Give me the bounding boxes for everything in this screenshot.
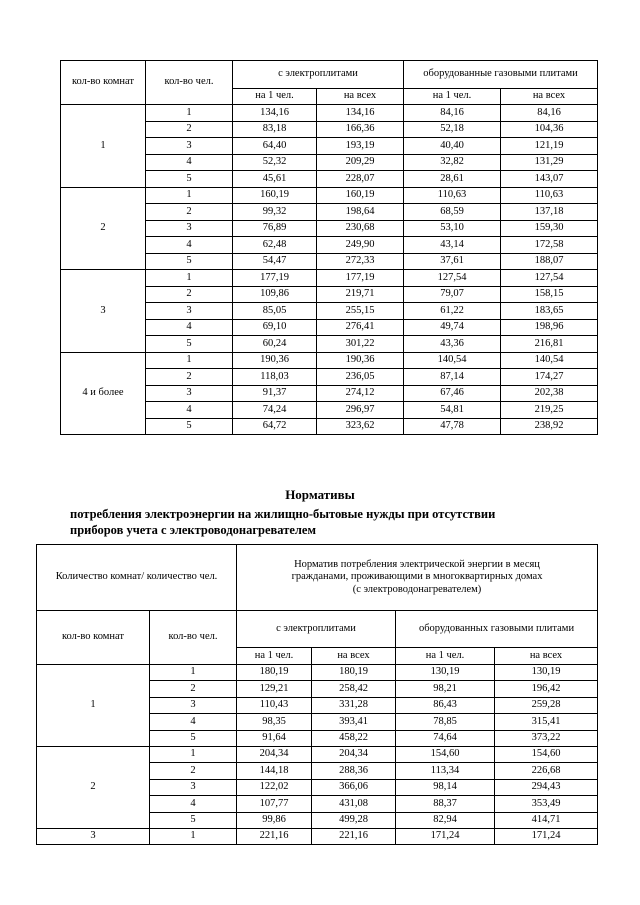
electric-per-person-cell: 177,19 — [233, 270, 317, 287]
persons-cell: 4 — [146, 402, 233, 419]
gas-per-person-cell: 53,10 — [404, 220, 501, 237]
header-persons: кол-во чел. — [150, 611, 237, 665]
header-per-person-electric: на 1 чел. — [237, 648, 312, 665]
electric-total-cell: 190,36 — [317, 352, 404, 369]
persons-cell: 4 — [146, 319, 233, 336]
table-row — [61, 187, 598, 204]
electric-per-person-cell: 52,32 — [233, 154, 317, 171]
persons-cell: 3 — [150, 779, 237, 795]
electric-per-person-cell: 83,18 — [233, 121, 317, 138]
persons-cell: 1 — [150, 665, 237, 681]
gas-per-person-cell: 40,40 — [404, 138, 501, 155]
header-per-person-electric: на 1 чел. — [233, 89, 317, 105]
header-persons: кол-во чел. — [146, 61, 233, 105]
gas-per-person-cell: 110,63 — [404, 187, 501, 204]
electric-per-person-cell: 160,19 — [233, 187, 317, 204]
gas-per-person-cell: 98,21 — [396, 681, 495, 697]
electric-per-person-cell: 190,36 — [233, 352, 317, 369]
gas-total-cell: 196,42 — [495, 681, 598, 697]
gas-per-person-cell: 37,61 — [404, 253, 501, 270]
header-rooms-persons: Количество комнат/ количество чел. — [37, 545, 237, 611]
gas-total-cell: 159,30 — [501, 220, 598, 237]
gas-total-cell: 174,27 — [501, 369, 598, 386]
electric-per-person-cell: 54,47 — [233, 253, 317, 270]
section-title: Нормативы — [285, 487, 355, 502]
gas-total-cell: 172,58 — [501, 237, 598, 254]
electric-per-person-cell: 107,77 — [237, 796, 312, 812]
electric-total-cell: 323,62 — [317, 418, 404, 435]
gas-per-person-cell: 52,18 — [404, 121, 501, 138]
gas-total-cell: 315,41 — [495, 714, 598, 730]
persons-cell: 5 — [146, 336, 233, 353]
persons-cell: 4 — [150, 796, 237, 812]
electric-total-cell: 331,28 — [312, 697, 396, 713]
electric-per-person-cell: 85,05 — [233, 303, 317, 320]
electric-total-cell: 166,36 — [317, 121, 404, 138]
gas-total-cell: 202,38 — [501, 385, 598, 402]
electric-total-cell: 228,07 — [317, 171, 404, 188]
gas-total-cell: 104,36 — [501, 121, 598, 138]
electric-total-cell: 499,28 — [312, 812, 396, 828]
electric-per-person-cell: 129,21 — [237, 681, 312, 697]
electric-total-cell: 209,29 — [317, 154, 404, 171]
persons-cell: 4 — [146, 154, 233, 171]
gas-total-cell: 259,28 — [495, 697, 598, 713]
gas-per-person-cell: 67,46 — [404, 385, 501, 402]
gas-total-cell: 137,18 — [501, 204, 598, 221]
gas-total-cell: 294,43 — [495, 779, 598, 795]
electric-total-cell: 276,41 — [317, 319, 404, 336]
electric-total-cell: 236,05 — [317, 369, 404, 386]
electric-total-cell: 296,97 — [317, 402, 404, 419]
electric-per-person-cell: 204,34 — [237, 746, 312, 762]
rooms-cell: 3 — [61, 270, 146, 353]
header-electric: с электроплитами — [237, 611, 396, 648]
persons-cell: 3 — [146, 385, 233, 402]
table-row — [61, 105, 598, 122]
electric-total-cell: 198,64 — [317, 204, 404, 221]
electric-per-person-cell: 180,19 — [237, 665, 312, 681]
gas-per-person-cell: 154,60 — [396, 746, 495, 762]
gas-per-person-cell: 98,14 — [396, 779, 495, 795]
gas-per-person-cell: 43,36 — [404, 336, 501, 353]
persons-cell: 5 — [146, 253, 233, 270]
norms-table-1 — [60, 60, 598, 435]
electric-per-person-cell: 144,18 — [237, 763, 312, 779]
electric-total-cell: 193,19 — [317, 138, 404, 155]
gas-total-cell: 154,60 — [495, 746, 598, 762]
gas-per-person-cell: 61,22 — [404, 303, 501, 320]
table-row — [37, 828, 598, 844]
gas-total-cell: 183,65 — [501, 303, 598, 320]
gas-total-cell: 140,54 — [501, 352, 598, 369]
header-gas: оборудованные газовыми плитами — [404, 61, 598, 89]
electric-per-person-cell: 64,40 — [233, 138, 317, 155]
persons-cell: 3 — [146, 138, 233, 155]
electric-total-cell: 219,71 — [317, 286, 404, 303]
gas-per-person-cell: 74,64 — [396, 730, 495, 746]
header-norm — [237, 545, 598, 611]
gas-per-person-cell: 32,82 — [404, 154, 501, 171]
electric-per-person-cell: 45,61 — [233, 171, 317, 188]
electric-total-cell: 393,41 — [312, 714, 396, 730]
gas-per-person-cell: 82,94 — [396, 812, 495, 828]
gas-per-person-cell: 87,14 — [404, 369, 501, 386]
electric-total-cell: 258,42 — [312, 681, 396, 697]
gas-per-person-cell: 86,43 — [396, 697, 495, 713]
table-row — [37, 746, 598, 762]
norms-table-2-body — [37, 545, 598, 845]
gas-total-cell: 414,71 — [495, 812, 598, 828]
persons-cell: 4 — [146, 237, 233, 254]
gas-per-person-cell: 47,78 — [404, 418, 501, 435]
gas-per-person-cell: 88,37 — [396, 796, 495, 812]
electric-per-person-cell: 74,24 — [233, 402, 317, 419]
gas-per-person-cell: 130,19 — [396, 665, 495, 681]
gas-per-person-cell: 79,07 — [404, 286, 501, 303]
gas-total-cell: 127,54 — [501, 270, 598, 287]
gas-per-person-cell: 84,16 — [404, 105, 501, 122]
gas-total-cell: 238,92 — [501, 418, 598, 435]
persons-cell: 2 — [150, 763, 237, 779]
persons-cell: 5 — [146, 418, 233, 435]
gas-total-cell: 171,24 — [495, 828, 598, 844]
electric-per-person-cell: 99,86 — [237, 812, 312, 828]
header-rooms: кол-во комнат — [37, 611, 150, 665]
section-subtitle — [60, 506, 600, 538]
persons-cell: 3 — [150, 697, 237, 713]
persons-cell: 5 — [150, 812, 237, 828]
gas-total-cell: 188,07 — [501, 253, 598, 270]
electric-total-cell: 134,16 — [317, 105, 404, 122]
persons-cell: 5 — [146, 171, 233, 188]
gas-total-cell: 373,22 — [495, 730, 598, 746]
gas-total-cell: 84,16 — [501, 105, 598, 122]
table-row — [61, 270, 598, 287]
header-gas: оборудованных газовыми плитами — [396, 611, 598, 648]
gas-total-cell: 110,63 — [501, 187, 598, 204]
gas-total-cell: 143,07 — [501, 171, 598, 188]
electric-per-person-cell: 62,48 — [233, 237, 317, 254]
gas-total-cell: 353,49 — [495, 796, 598, 812]
gas-total-cell: 158,15 — [501, 286, 598, 303]
gas-total-cell: 198,96 — [501, 319, 598, 336]
electric-total-cell: 221,16 — [312, 828, 396, 844]
electric-per-person-cell: 118,03 — [233, 369, 317, 386]
electric-total-cell: 458,22 — [312, 730, 396, 746]
rooms-cell: 4 и более — [61, 352, 146, 435]
electric-per-person-cell: 60,24 — [233, 336, 317, 353]
electric-per-person-cell: 91,64 — [237, 730, 312, 746]
persons-cell: 2 — [150, 681, 237, 697]
section-subtitle-line-2: приборов учета с электроводонагревателем — [70, 523, 316, 537]
persons-cell: 3 — [146, 220, 233, 237]
header-norm-line-1: Норматив потребления электрической энергии в месяц — [294, 558, 540, 570]
persons-cell: 1 — [146, 105, 233, 122]
electric-per-person-cell: 221,16 — [237, 828, 312, 844]
rooms-cell: 3 — [37, 828, 150, 844]
gas-per-person-cell: 127,54 — [404, 270, 501, 287]
rooms-cell: 1 — [61, 105, 146, 188]
header-total-electric: на всех — [312, 648, 396, 665]
table-row — [61, 352, 598, 369]
persons-cell: 2 — [146, 121, 233, 138]
gas-per-person-cell: 49,74 — [404, 319, 501, 336]
persons-cell: 1 — [146, 270, 233, 287]
electric-total-cell: 431,08 — [312, 796, 396, 812]
electric-per-person-cell: 76,89 — [233, 220, 317, 237]
rooms-cell: 1 — [37, 665, 150, 747]
header-norm-line-2: гражданами, проживающими в многоквартирных домах — [291, 571, 543, 583]
electric-per-person-cell: 69,10 — [233, 319, 317, 336]
persons-cell: 1 — [146, 187, 233, 204]
gas-per-person-cell: 68,59 — [404, 204, 501, 221]
persons-cell: 3 — [146, 303, 233, 320]
electric-total-cell: 177,19 — [317, 270, 404, 287]
header-total-gas: на всех — [495, 648, 598, 665]
gas-per-person-cell: 28,61 — [404, 171, 501, 188]
header-total-electric: на всех — [317, 89, 404, 105]
header-electric: с электроплитами — [233, 61, 404, 89]
gas-per-person-cell: 140,54 — [404, 352, 501, 369]
rooms-cell: 2 — [37, 746, 150, 828]
electric-per-person-cell: 110,43 — [237, 697, 312, 713]
electric-total-cell: 288,36 — [312, 763, 396, 779]
electric-per-person-cell: 109,86 — [233, 286, 317, 303]
persons-cell: 2 — [146, 286, 233, 303]
gas-total-cell: 131,29 — [501, 154, 598, 171]
electric-per-person-cell: 98,35 — [237, 714, 312, 730]
persons-cell: 2 — [146, 204, 233, 221]
gas-per-person-cell: 113,34 — [396, 763, 495, 779]
gas-total-cell: 219,25 — [501, 402, 598, 419]
electric-total-cell: 160,19 — [317, 187, 404, 204]
electric-per-person-cell: 134,16 — [233, 105, 317, 122]
electric-per-person-cell: 64,72 — [233, 418, 317, 435]
header-per-person-gas: на 1 чел. — [396, 648, 495, 665]
electric-total-cell: 180,19 — [312, 665, 396, 681]
section-subtitle-line-1: потребления электроэнергии на жилищно-бытовые нужды при отсутствии — [70, 507, 496, 521]
rooms-cell: 2 — [61, 187, 146, 270]
gas-total-cell: 226,68 — [495, 763, 598, 779]
header-per-person-gas: на 1 чел. — [404, 89, 501, 105]
gas-per-person-cell: 171,24 — [396, 828, 495, 844]
persons-cell: 4 — [150, 714, 237, 730]
persons-cell: 5 — [150, 730, 237, 746]
persons-cell: 1 — [150, 746, 237, 762]
gas-total-cell: 130,19 — [495, 665, 598, 681]
table-row — [37, 665, 598, 681]
gas-per-person-cell: 54,81 — [404, 402, 501, 419]
header-norm-line-3: (с электроводонагревателем) — [352, 583, 482, 595]
gas-per-person-cell: 78,85 — [396, 714, 495, 730]
gas-total-cell: 121,19 — [501, 138, 598, 155]
persons-cell: 2 — [146, 369, 233, 386]
persons-cell: 1 — [150, 828, 237, 844]
electric-total-cell: 366,06 — [312, 779, 396, 795]
electric-per-person-cell: 91,37 — [233, 385, 317, 402]
electric-per-person-cell: 99,32 — [233, 204, 317, 221]
norms-table-1-body — [61, 61, 598, 435]
persons-cell: 1 — [146, 352, 233, 369]
electric-total-cell: 230,68 — [317, 220, 404, 237]
gas-total-cell: 216,81 — [501, 336, 598, 353]
electric-total-cell: 204,34 — [312, 746, 396, 762]
electric-total-cell: 301,22 — [317, 336, 404, 353]
header-total-gas: на всех — [501, 89, 598, 105]
electric-total-cell: 255,15 — [317, 303, 404, 320]
norms-table-2 — [36, 544, 598, 845]
electric-per-person-cell: 122,02 — [237, 779, 312, 795]
electric-total-cell: 274,12 — [317, 385, 404, 402]
electric-total-cell: 272,33 — [317, 253, 404, 270]
header-rooms: кол-во комнат — [61, 61, 146, 105]
gas-per-person-cell: 43,14 — [404, 237, 501, 254]
electric-total-cell: 249,90 — [317, 237, 404, 254]
